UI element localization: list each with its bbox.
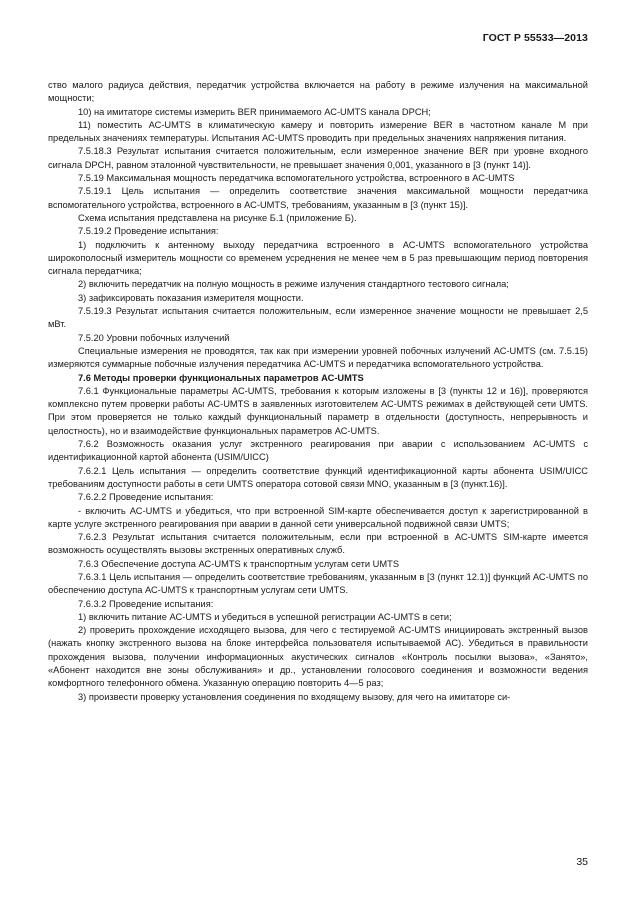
paragraph: 7.6.3 Обеспечение доступа АС-UMTS к транспортным услугам сети UMTS: [78, 558, 400, 569]
paragraph: 7.5.19.3 Результат испытания считается положительным, если измеренное значение мощности не превышает 2,5 мВт.: [48, 306, 588, 330]
paragraph: - включить АС-UMTS и убедиться, что при встроенной SIM-карте обеспечивается доступ к зарегистрированной в карте услуге экстренного реагирования при аварии в данной сети универсальной подвижной связи UMTS;: [48, 505, 588, 529]
paragraph: 7.5.19 Максимальная мощность передатчика вспомогательного устройства, встроенного в АС-UMTS: [78, 173, 515, 184]
paragraph: 7.6.2 Возможность оказания услуг экстренного реагирования при аварии с использованием АС-UMTS с идентификационной картой абонента (USIM/UICC): [48, 439, 588, 463]
paragraph: 7.6.1 Функциональные параметры АС-UMTS, требования к которым изложены в [3 (пункты 12 и 16)], проверяются комплексно путем проверки работы АС-UMTS в заявленных изготовителем АС-UMTS режимах в действующей сети UMTS. При этом проверяется не только каждый функциональный параметр в отдельности (доступность, непрерывность и целостность), но и взаимодействие функциональных параметров АС-UMTS.: [48, 385, 588, 436]
paragraph: 1) подключить к антенному выходу передатчика встроенного в АС-UMTS вспомогательного устройства широкополосный измеритель мощности со временем усреднения не менее чем в 5 раз превышающим период повторения сигнала передатчика;: [48, 239, 588, 277]
paragraph: 1) включить питание АС-UMTS и убедиться в успешной регистрации АС-UMTS в сети;: [78, 611, 452, 622]
paragraph: Специальные измерения не проводятся, так как при измерении уровней побочных излучений АС-UMTS (см. 7.5.15) измеряются суммарные побочные излучения передатчика АС-UMTS и передатчика вспомогательного устройства.: [48, 345, 588, 370]
paragraph: 7.6.2.1 Цель испытания — определить соответствие функций идентификационной карты абонента USIM/UICC требованиям доступности работы в сети UMTS оператора сотовой связи MNO, указанным в [3 (пункт.16)].: [48, 465, 588, 489]
paragraph: 7.6.2.2 Проведение испытания:: [78, 492, 214, 503]
paragraph: 10) на имитаторе системы измерить BER принимаемого АС-UMTS канала DPCH;: [78, 106, 431, 117]
section-heading: 7.6 Методы проверки функциональных параметров АС-UMTS: [78, 372, 364, 383]
paragraph: 2) проверить прохождение исходящего вызова, для чего с тестируемой АС-UMTS инициировать экстренный вызов (нажать кнопку экстренного вызова на блоке интерфейса пользователя испытываемой АС). Убедиться в правильности прохождения вызова, получении информационных акустических сигналов «Контроль посылки вызова», «Занято», «Абонент находится вне зоны обслуживания» и др., установлении голосового соединения и возможности ведения комфортного телефонного обмена. Указанную операцию повторить 4—5 раз;: [48, 625, 588, 689]
paragraph: 7.6.3.1 Цель испытания — определить соответствие требованиям, указанным в [3 (пункт 12.1)] функций АС-UMTS по обеспечению доступа АС-UMTS к транспортным услугам сети UMTS.: [48, 571, 588, 596]
paragraph: 7.6.3.2 Проведение испытания:: [78, 598, 214, 609]
paragraph: 7.5.19.2 Проведение испытания:: [78, 226, 219, 237]
paragraph: 3) зафиксировать показания измерителя мощности.: [78, 292, 304, 303]
paragraph: 3) произвести проверку установления соединения по входящему вызову, для чего на имитаторе си-: [78, 691, 511, 702]
paragraph: ство малого радиуса действия, передатчик устройства включается на работу в режиме излучения на максимальной мощности;: [48, 80, 588, 104]
standard-header: ГОСТ Р 55533—2013: [482, 32, 588, 44]
paragraph: 2) включить передатчик на полную мощность в режиме излучения стандартного тестового сигнала;: [78, 279, 509, 290]
document-body: [48, 79, 588, 704]
paragraph: Схема испытания представлена на рисунке Б.1 (приложение Б).: [78, 212, 357, 223]
paragraph: 7.5.18.3 Результат испытания считается положительным, если измеренное значение BER при уровне входного сигнала DPCH, равном эталонной чувствительности, не превышает значения 0,001, указанного в [3 (пункт 14)].: [48, 146, 588, 170]
paragraph: 7.6.2.3 Результат испытания считается положительным, если при встроенной в АС-UMTS SIM-карте имеется возможность осуществлять вызовы экстренных оперативных служб.: [48, 532, 588, 556]
page-number: 35: [576, 856, 588, 868]
paragraph: 11) поместить АС-UMTS в климатическую камеру и повторить измерение BER в частотном канале М при предельных значениях температуры. Испытания АС-UMTS проводить при предельных значениях напряжения питания.: [48, 119, 588, 144]
paragraph: 7.5.19.1 Цель испытания — определить соответствие значения максимальной мощности передатчика вспомогательного устройства, встроенного в АС-UMTS, требованиям, указанным в [3 (пункт 15)].: [48, 186, 588, 210]
paragraph: 7.5.20 Уровни побочных излучений: [78, 332, 230, 343]
